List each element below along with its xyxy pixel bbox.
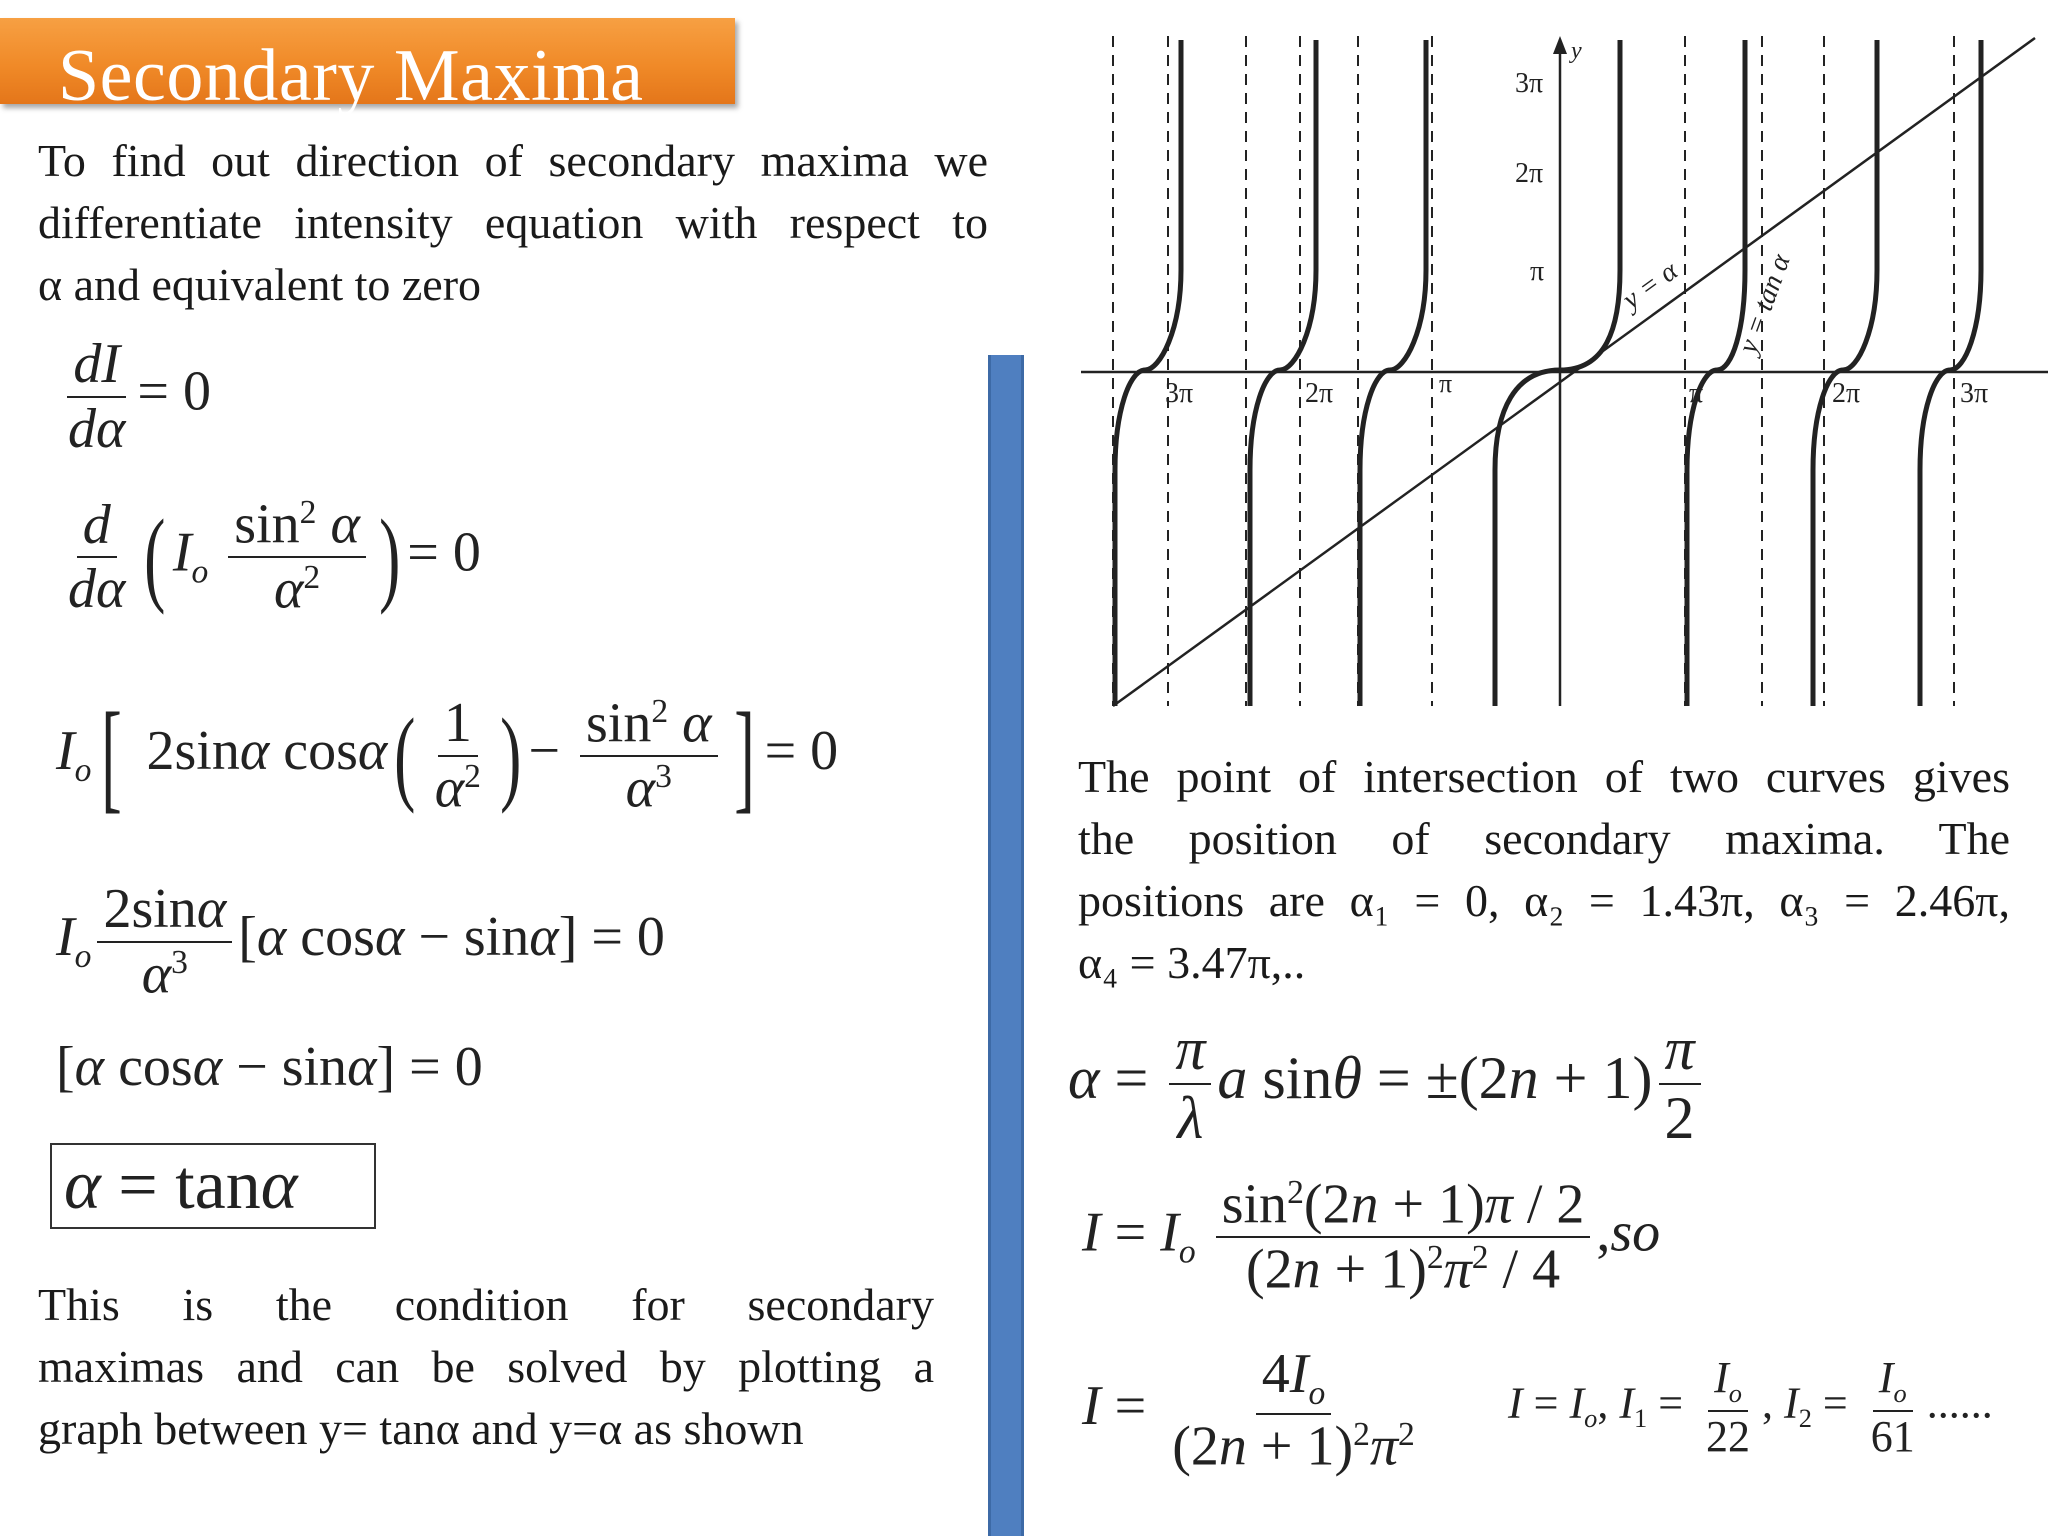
title-banner (0, 18, 735, 117)
equation-intensity-general: $I = I_o$ $\frac{\sin^2(2n + 1)\pi / 2}{(2n + 1)^2\pi^2 / 4}$ ,so (1082, 1173, 1661, 1302)
conclusion-line-3: graph between y= tanα and y=α as shown (38, 1403, 804, 1454)
conclusion-paragraph (38, 1274, 934, 1460)
tan-curve-label: y = tan α (1732, 250, 1797, 358)
line-label: y = α (1616, 255, 1684, 316)
slide-title: Secondary Maxima (58, 35, 644, 117)
x-tick-neg-3pi: 3π (1165, 378, 1194, 409)
conclusion-line-1: This is the condition for secondary (38, 1279, 934, 1330)
intersection-line-1: The point of intersection of two curves gives (1078, 751, 2010, 802)
intro-paragraph (38, 130, 988, 316)
equation-derivative-intensity: $\frac{d}{d\alpha}$ ( $I_o$ $\frac{\sin^2 \alpha}{\alpha^2}$ ) = 0 (68, 493, 481, 622)
intersection-line-2: the position of secondary maxima. The (1078, 813, 2010, 864)
intro-line-2: differentiate intensity equation with respect to (38, 197, 988, 248)
x-tick-2pi: 2π (1832, 378, 1861, 409)
equation-derivative-zero: $\frac{dI}{d\alpha}$ = 0 (68, 333, 211, 460)
equation-bracket-zero: [α cosα − sinα] = 0 (56, 1036, 483, 1098)
x-tick-pi: π (1689, 378, 1704, 409)
equation-alpha-expression: α = $\frac{\pi}{\lambda}$ a sinθ = ±(2n + 1) $\frac{\pi}{2}$ (1068, 1018, 1707, 1150)
equation-expanded-derivative: $I_o$[ 2sinα cosα( $\frac{1}{\alpha^2}$ ) − $\frac{\sin^2 \alpha}{\alpha^3}$ ] = 0 (56, 687, 839, 824)
y-tick-3pi: 3π (1515, 68, 1544, 99)
intersection-line-3: positions are α₁ = 0, α₂ = 1.43π, α₃ = 2.46π, (1078, 875, 2010, 926)
x-tick-neg-pi: π (1439, 369, 1453, 398)
equation-intensity-ratios: $I = I_o$, $I_1$ = $\frac{I_o}{22}$ , $I_2$ = $\frac{I_o}{61}$ ...... (1508, 1353, 1993, 1461)
intro-line-1: To find out direction of secondary maxima we (38, 135, 988, 186)
intersection-paragraph (1078, 746, 2010, 994)
conclusion-line-2: maximas and can be solved by plotting a (38, 1341, 934, 1392)
y-axis-arrow (1553, 36, 1567, 54)
equation-factored: $I_o$ $\frac{2\sin\alpha}{\alpha^3}$ [α cosα − sinα] = 0 (56, 878, 665, 1006)
x-tick-neg-2pi: 2π (1305, 378, 1334, 409)
y-tick-pi: π (1530, 256, 1545, 287)
x-tick-3pi: 3π (1960, 378, 1989, 409)
boxed-condition: α = tanα (50, 1143, 376, 1229)
y-axis-label: y (1571, 38, 1582, 64)
tan-alpha-graph (1075, 30, 2048, 720)
intersection-line-4: α₄ = 3.47π,.. (1078, 937, 1306, 988)
vertical-divider-bar (988, 355, 1024, 1536)
equation-intensity-simplified: I = $\frac{4I_o}{(2n + 1)^2\pi^2}$ (1082, 1343, 1415, 1479)
y-tick-2pi: 2π (1515, 158, 1544, 189)
intro-line-3: α and equivalent to zero (38, 259, 482, 310)
